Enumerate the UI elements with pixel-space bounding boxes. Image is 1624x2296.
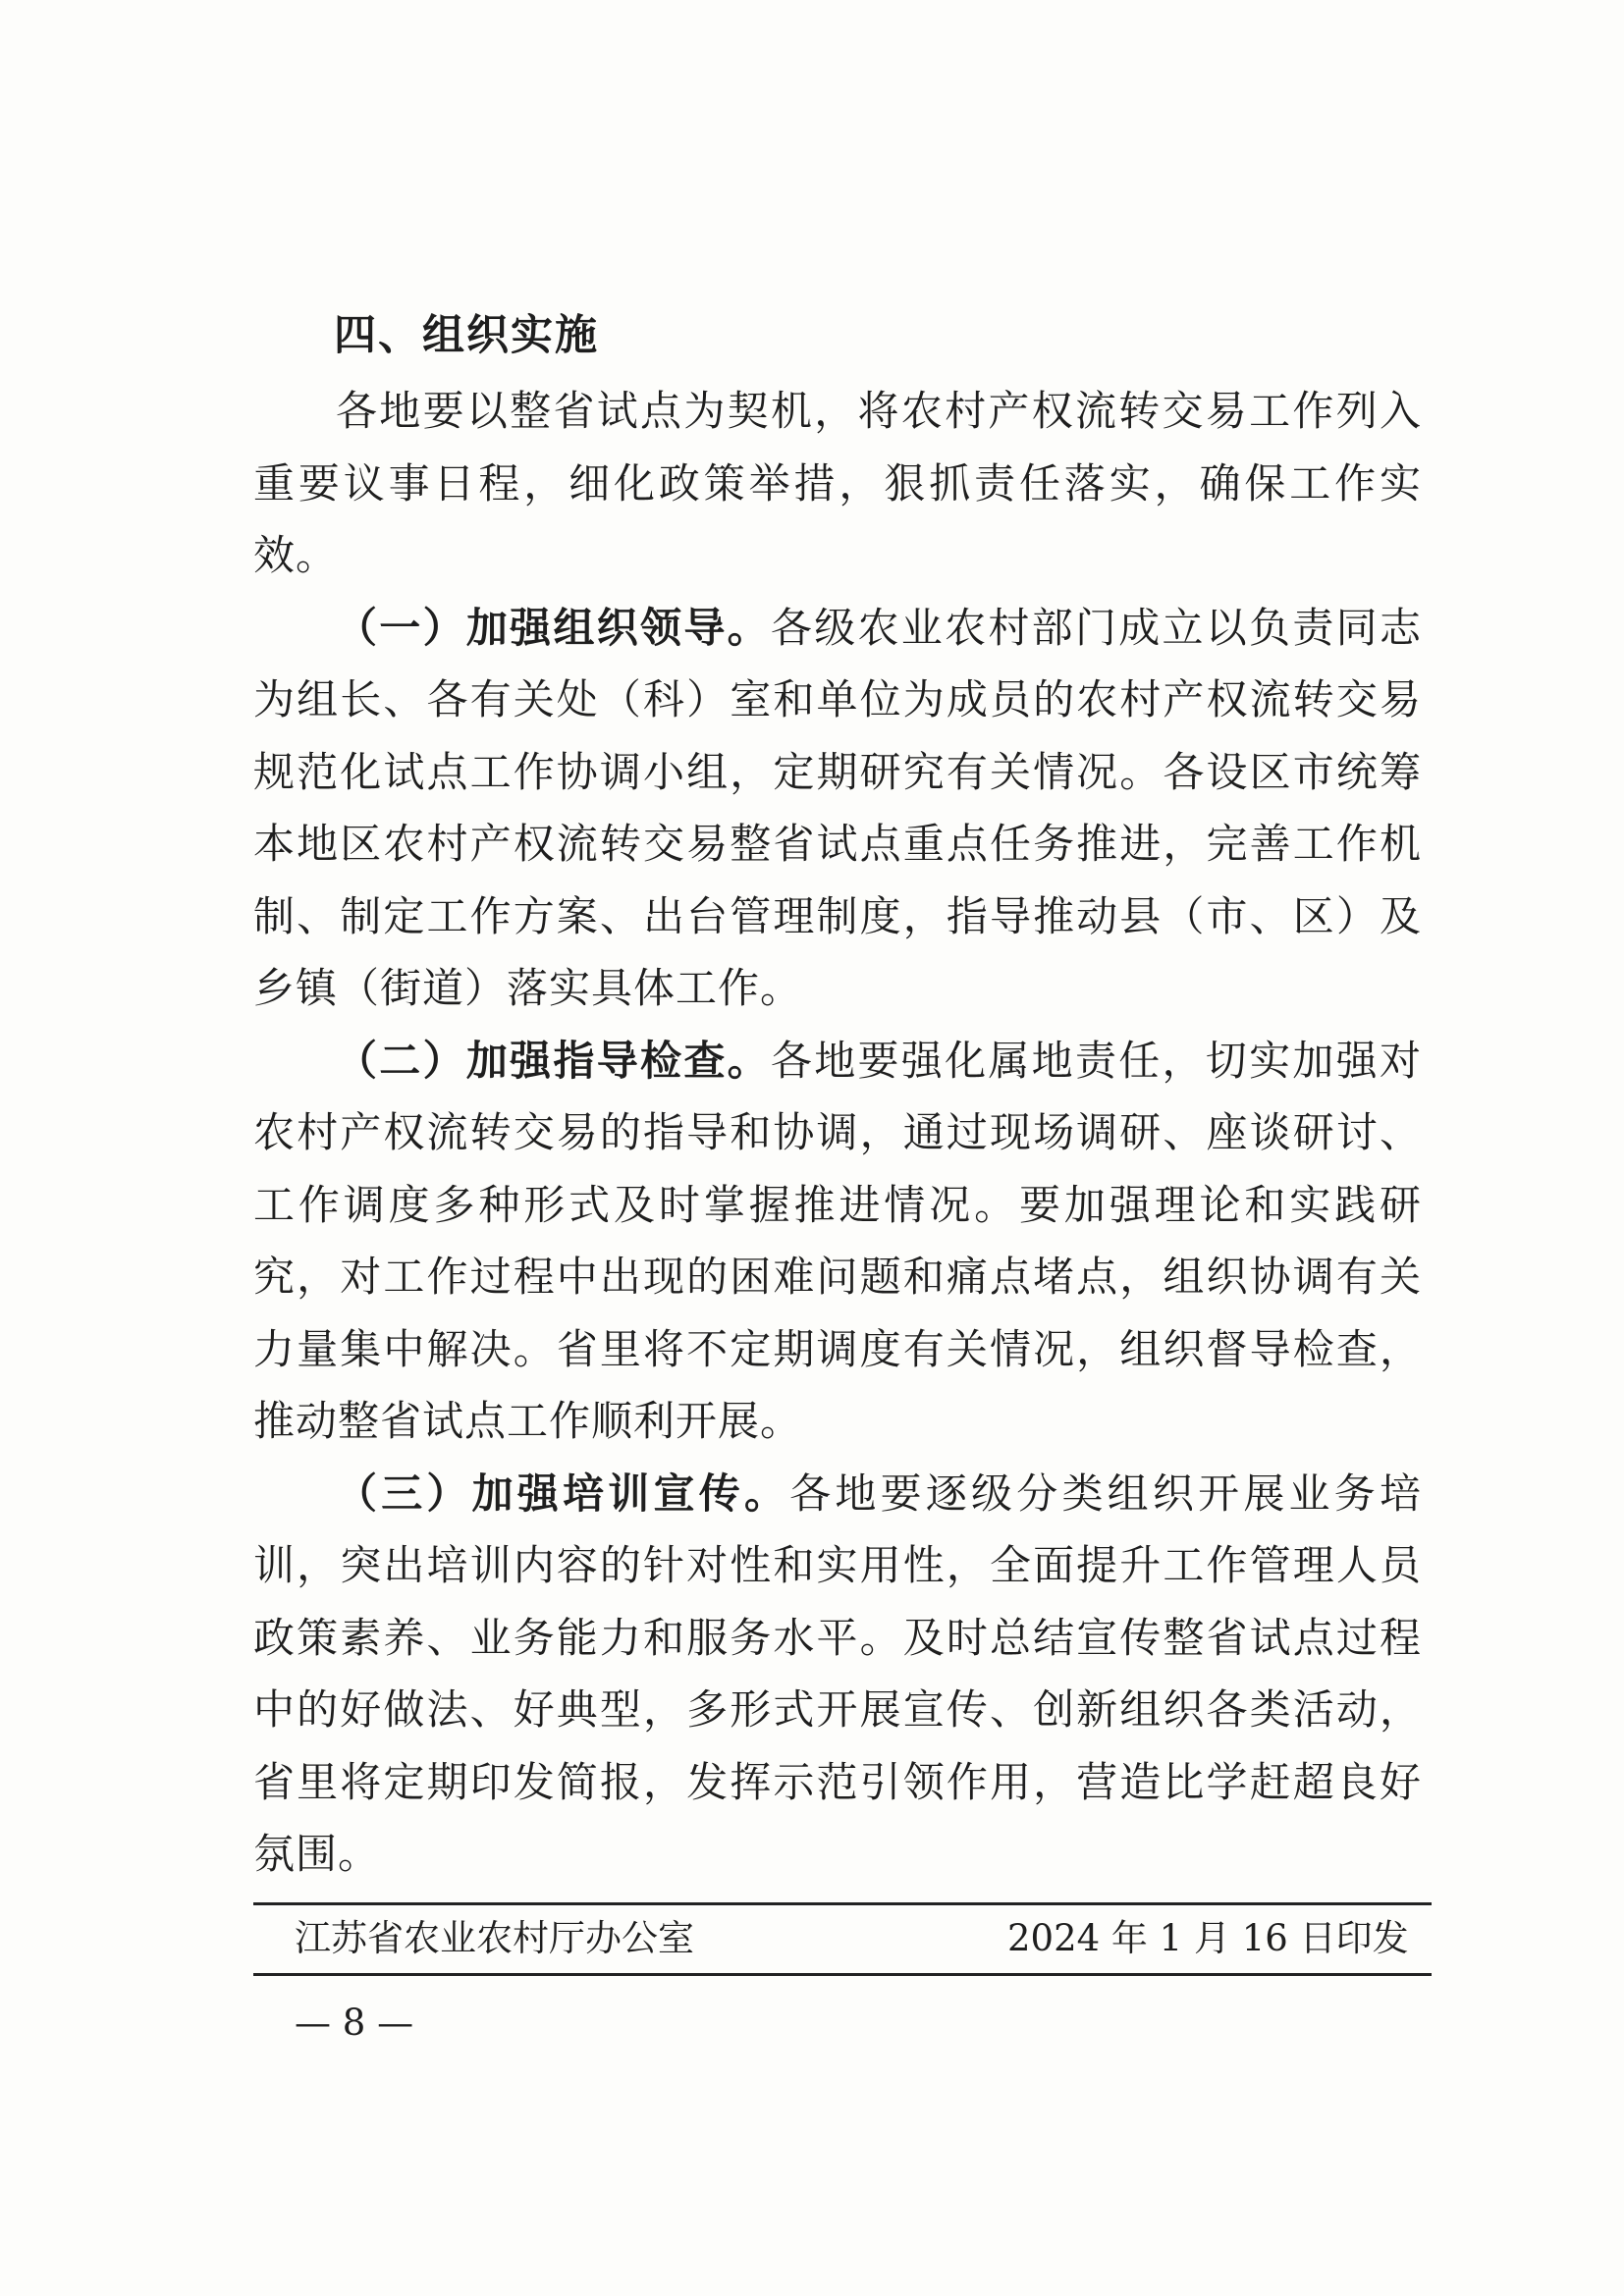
paragraph-guidance-inspection <box>253 1025 1422 1458</box>
footer-issuer: 江苏省农业农村厅办公室 <box>295 1917 694 1959</box>
intro-paragraph: 各地要以整省试点为契机，将农村产权流转交易工作列入重要议事日程，细化政策举措，狠抓责任落实，确保工作实效。 <box>253 387 1422 579</box>
section-heading: 四、组织实施 <box>334 311 599 360</box>
paragraph-text: 各地要逐级分类组织开展业务培训，突出培训内容的针对性和实用性，全面提升工作管理人员政策素养、业务能力和服务水平。及时总结宣传整省试点过程中的好做法、好典型，多形式开展宣传、创新组织各类活动，省里将定期印发简报，发挥示范引领作用，营造比学赶超良好氛围。 <box>253 1468 1422 1878</box>
footer-issue-date: 2024 年 1 月 16 日印发 <box>1007 1917 1409 1959</box>
footer-bottom-rule <box>253 1973 1432 1976</box>
paragraph-training-publicity <box>253 1458 1422 1891</box>
paragraph-organization-leadership <box>253 592 1422 1025</box>
page-number: — 8 — <box>295 2002 414 2044</box>
footer-top-rule <box>253 1902 1432 1905</box>
document-body <box>253 375 1422 1891</box>
paragraph-lead-heading: （一）加强组织领导。 <box>336 603 771 652</box>
paragraph-text: 各级农业农村部门成立以负责同志为组长、各有关处（科）室和单位为成员的农村产权流转交易规范化试点工作协调小组，定期研究有关情况。各设区市统筹本地区农村产权流转交易整省试点重点任务推进，完善工作机制、制定工作方案、出台管理制度，指导推动县（市、区）及乡镇（街道）落实具体工作。 <box>253 603 1422 1012</box>
paragraph-lead-heading: （二）加强指导检查。 <box>336 1036 771 1085</box>
paragraph-text: 各地要强化属地责任，切实加强对农村产权流转交易的指导和协调，通过现场调研、座谈研讨、工作调度多种形式及时掌握推进情况。要加强理论和实践研究，对工作过程中出现的困难问题和痛点堵点，组织协调有关力量集中解决。省里将不定期调度有关情况，组织督导检查，推动整省试点工作顺利开展。 <box>253 1036 1422 1445</box>
paragraph-lead-heading: （三）加强培训宣传。 <box>336 1468 790 1518</box>
